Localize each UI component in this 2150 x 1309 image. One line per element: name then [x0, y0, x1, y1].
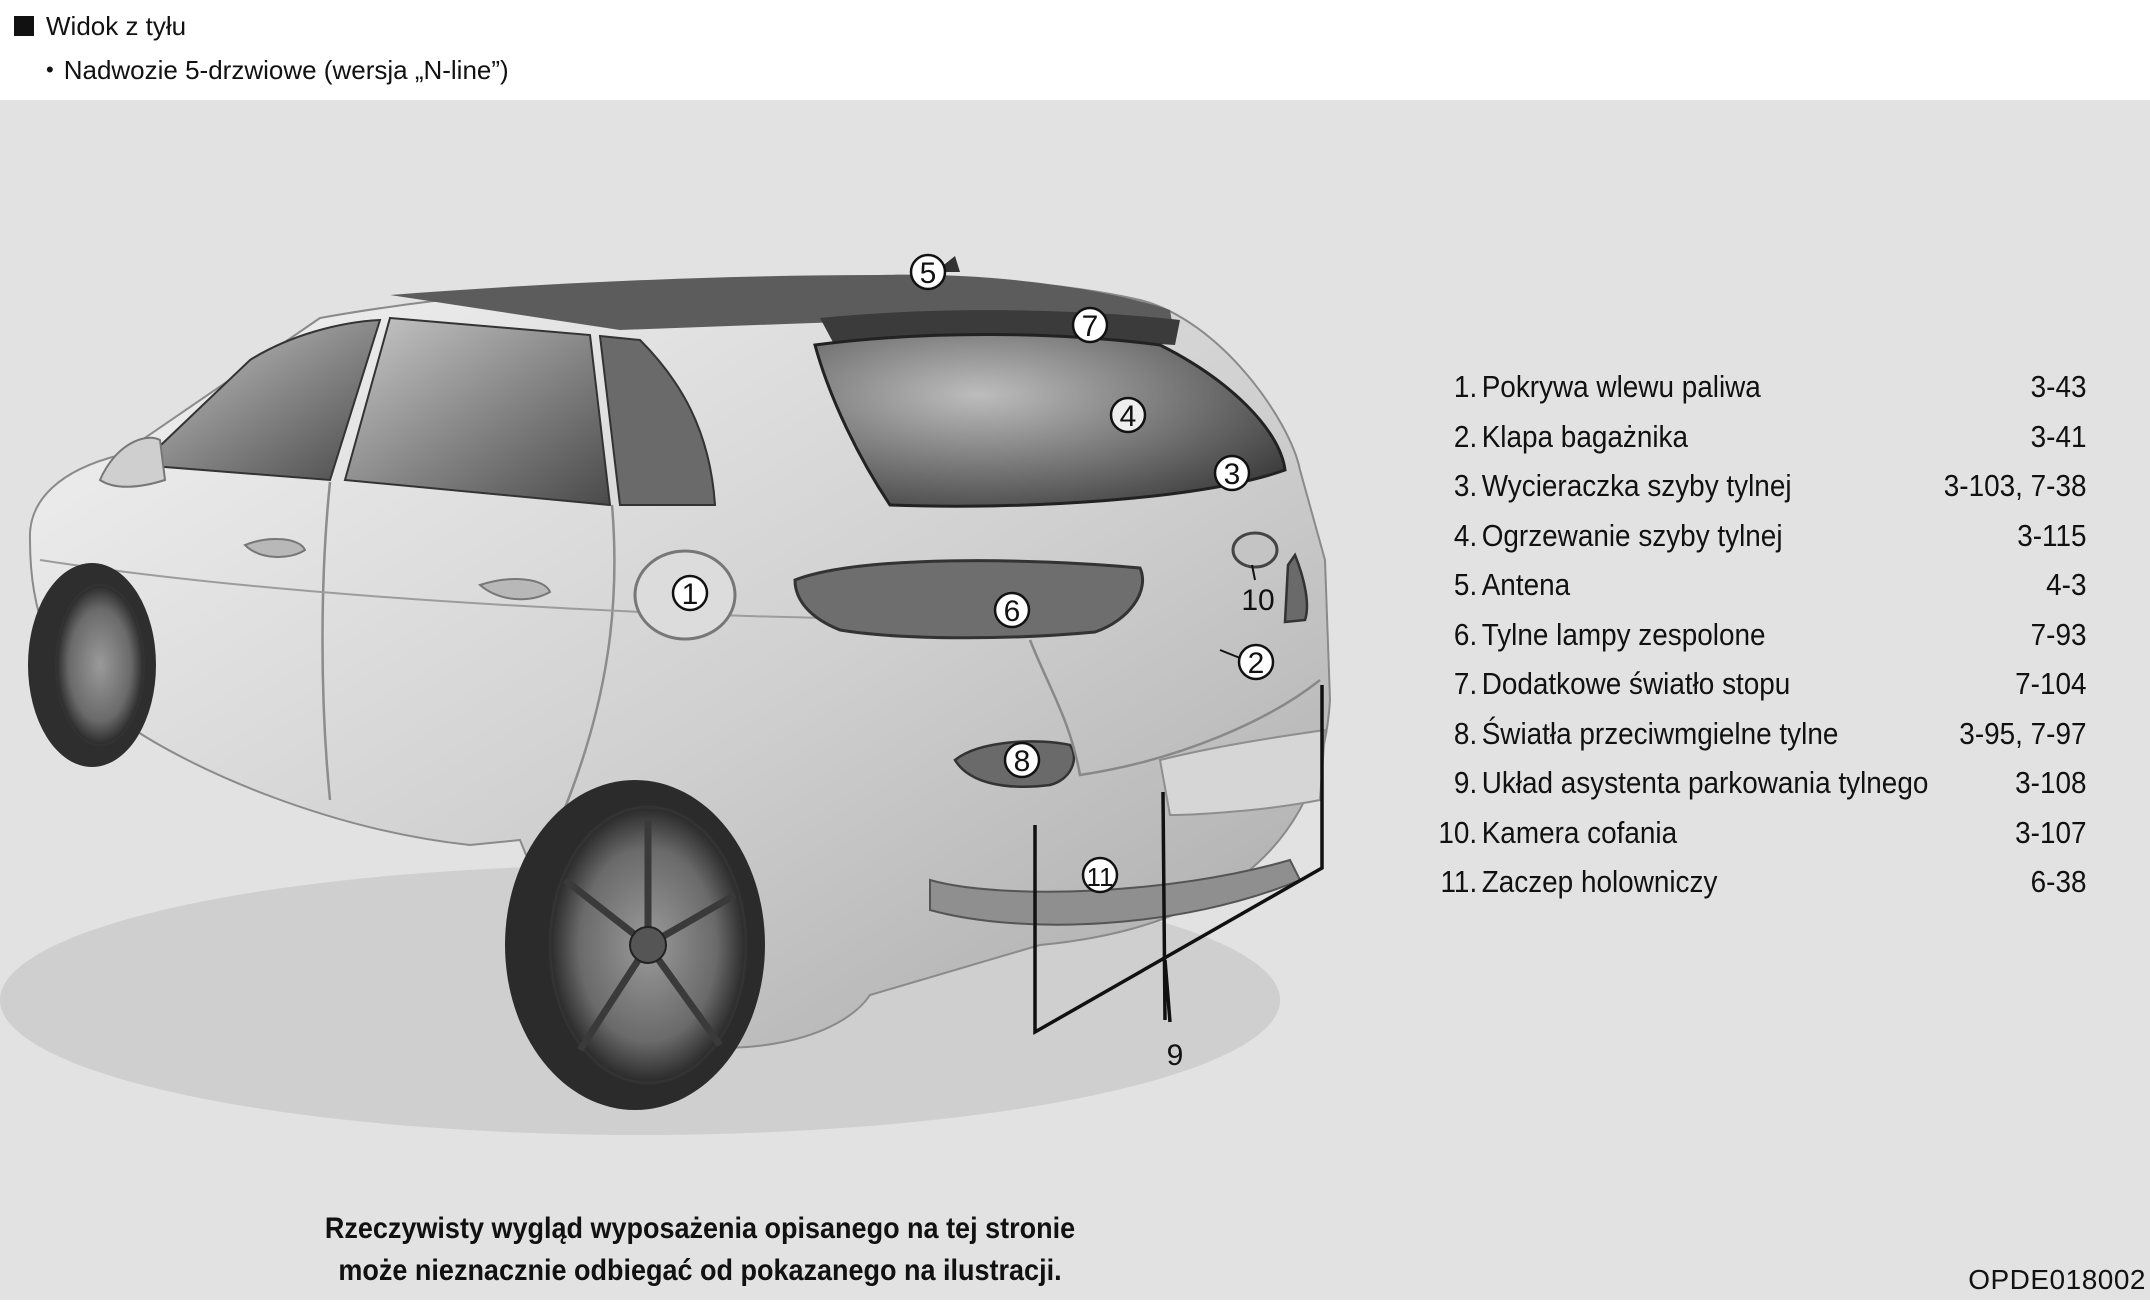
legend-number: 11. — [1440, 864, 1478, 899]
disclaimer-note — [313, 1208, 1087, 1292]
legend-label: Światła przeciwmgielne tylne — [1481, 715, 1839, 751]
legend-label: Antena — [1481, 567, 1571, 602]
legend-label: Kamera cofania — [1481, 814, 1678, 850]
legend-number: 7. — [1453, 666, 1478, 701]
callout-7 — [1073, 308, 1107, 343]
legend-label: Zaczep holowniczy — [1481, 864, 1718, 899]
legend-label: Pokrywa wlewu paliwa — [1481, 369, 1761, 404]
legend-row — [1425, 808, 2087, 858]
disclaimer-line-2: może nieznacznie odbiegać od pokazanego na ilustracji. — [338, 1254, 1062, 1287]
callout-4 — [1111, 398, 1145, 433]
legend-row — [1425, 610, 2087, 660]
bullet-icon: • — [46, 57, 54, 82]
legend-label: Tylne lampy zespolone — [1481, 616, 1766, 652]
callout-8 — [1005, 743, 1039, 778]
callout-2-label: 2 — [1247, 647, 1265, 680]
callout-3 — [1215, 456, 1249, 491]
callout-6-label: 6 — [1003, 595, 1021, 628]
callout-3-label: 3 — [1223, 458, 1241, 491]
legend-page-ref: 4-3 — [2046, 567, 2087, 602]
legend-row — [1425, 709, 2087, 759]
legend-number: 2. — [1453, 418, 1478, 454]
disclaimer-line-1: Rzeczywisty wygląd wyposażenia opisanego na tej stronie — [324, 1212, 1076, 1245]
callout-1-label: 1 — [681, 578, 699, 611]
legend-label: Układ asystenta parkowania tylnego — [1481, 765, 1929, 800]
side-window-rear — [345, 318, 610, 505]
callout-1 — [673, 576, 707, 611]
brand-logo — [1233, 533, 1277, 567]
legend-row — [1425, 659, 2087, 709]
legend-row — [1425, 511, 2087, 561]
legend-page-ref: 3-41 — [2030, 418, 2087, 454]
page-header — [14, 8, 509, 88]
callout-6 — [995, 593, 1029, 628]
legend-row — [1425, 362, 2087, 412]
legend-label: Klapa bagażnika — [1481, 418, 1689, 454]
legend-number: 4. — [1453, 517, 1478, 553]
legend-label: Wycieraczka szyby tylnej — [1481, 468, 1792, 503]
legend-number: 6. — [1453, 616, 1478, 652]
callout-9 — [1167, 1039, 1184, 1072]
tail-light-left — [795, 561, 1143, 638]
subsection-title: Nadwozie 5-drzwiowe (wersja „N-line”) — [63, 55, 509, 85]
callout-10-label: 10 — [1241, 584, 1275, 617]
legend-label: Dodatkowe światło stopu — [1481, 666, 1791, 701]
legend-number: 10. — [1438, 814, 1478, 850]
callout-10 — [1241, 584, 1274, 617]
legend-page-ref: 7-93 — [2030, 616, 2087, 652]
side-mirror — [100, 438, 165, 487]
legend-page-ref: 3-107 — [2015, 814, 2087, 850]
section-heading — [14, 8, 509, 44]
callout-5 — [911, 255, 945, 290]
image-code: OPDE018002 — [1968, 1264, 2146, 1295]
legend-number: 1. — [1453, 369, 1478, 404]
subsection-heading — [14, 52, 509, 88]
callout-8-label: 8 — [1013, 745, 1031, 778]
callout-5-label: 5 — [919, 257, 937, 290]
legend-row — [1425, 560, 2087, 610]
callout-2 — [1239, 645, 1273, 680]
car-rear-view-illustration — [0, 100, 1340, 1200]
callout-4-label: 4 — [1119, 400, 1137, 433]
legend-label: Ogrzewanie szyby tylnej — [1481, 517, 1783, 553]
callout-11-label: 11 — [1086, 862, 1114, 892]
callout-7-label: 7 — [1081, 310, 1099, 343]
legend-number: 5. — [1453, 567, 1478, 602]
legend-page-ref: 3-115 — [2017, 517, 2087, 553]
legend-page-ref: 3-95, 7-97 — [1959, 715, 2087, 751]
rear-wheel-hub — [630, 927, 666, 963]
legend-number: 9. — [1453, 765, 1478, 800]
legend-number: 8. — [1453, 715, 1478, 751]
legend-row — [1425, 461, 2087, 511]
legend-page-ref: 6-38 — [2030, 864, 2087, 899]
square-bullet-icon — [14, 16, 34, 36]
parts-legend — [1425, 362, 2090, 907]
legend-page-ref: 3-103, 7-38 — [1943, 468, 2087, 503]
legend-page-ref: 3-108 — [2015, 765, 2087, 800]
front-wheel-rim — [56, 585, 144, 745]
callout-11 — [1083, 858, 1117, 892]
legend-row — [1425, 412, 2087, 462]
legend-page-ref: 3-43 — [2030, 369, 2087, 404]
legend-row — [1425, 857, 2087, 907]
legend-number: 3. — [1453, 468, 1478, 503]
section-title: Widok z tyłu — [46, 11, 187, 41]
legend-page-ref: 7-104 — [2015, 666, 2087, 701]
callout-9-label: 9 — [1166, 1039, 1184, 1072]
legend-row — [1425, 758, 2087, 808]
